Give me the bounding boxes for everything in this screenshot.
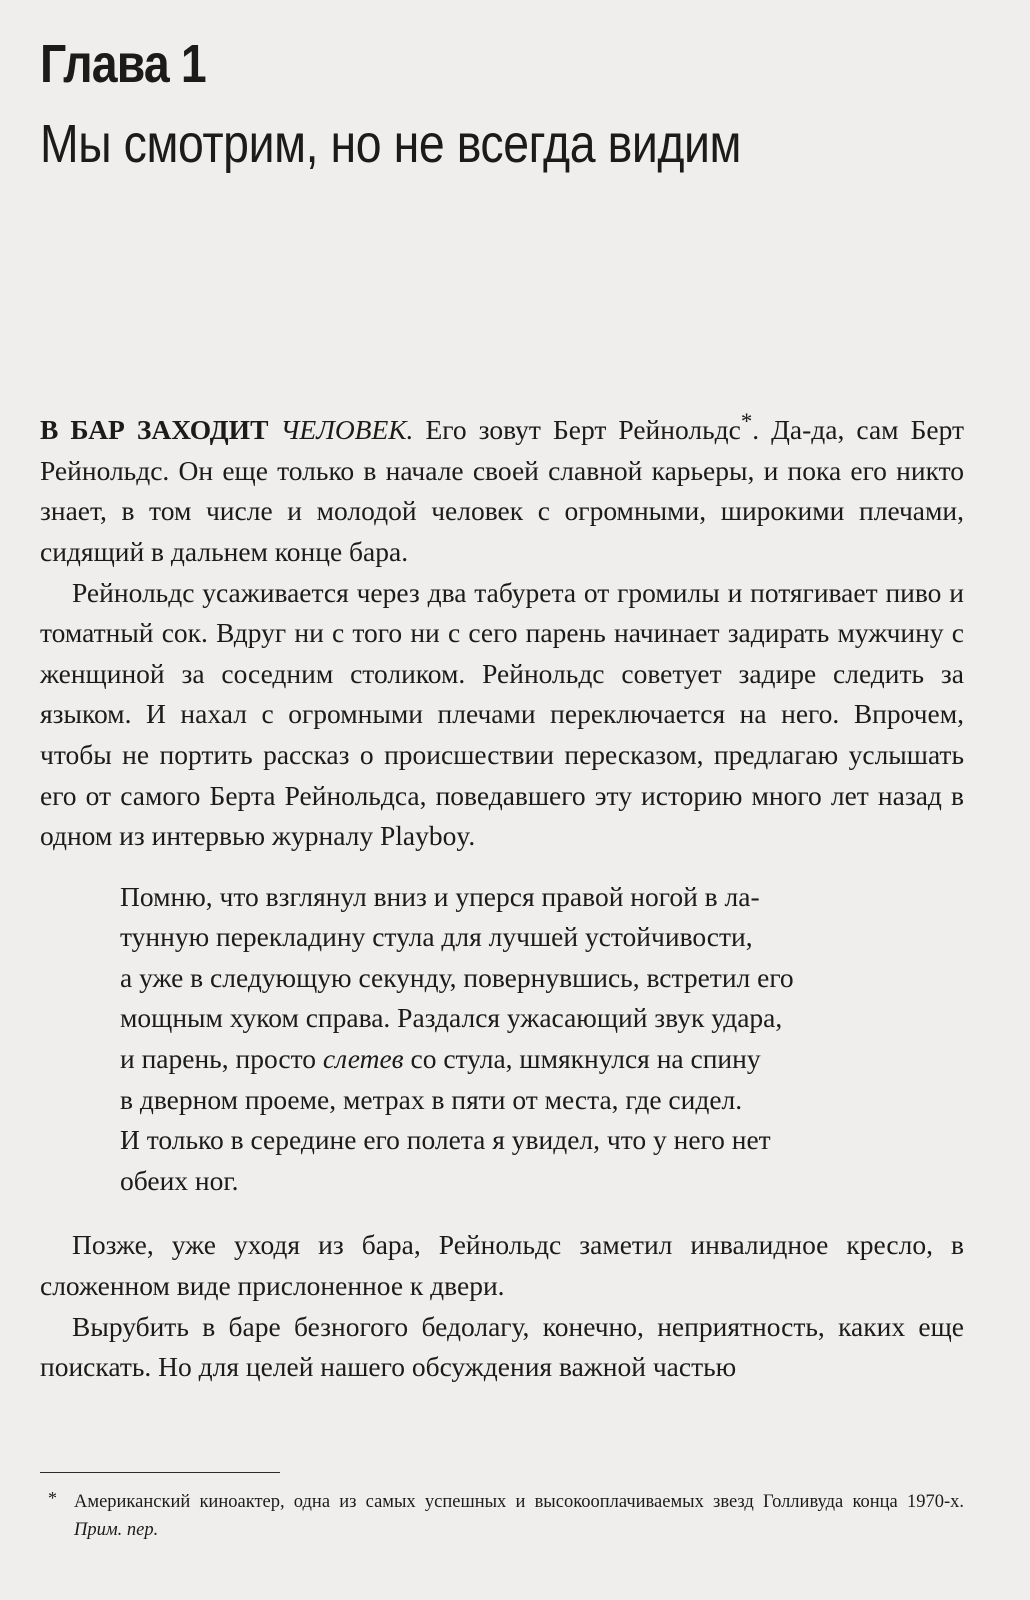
quote-line-8: обеих ног. — [120, 1164, 239, 1196]
quote-line-5-after: со стула, шмякнулся на спину — [403, 1043, 761, 1075]
footnote-divider — [40, 1472, 280, 1473]
footnote-marker: * — [48, 1488, 57, 1508]
body-text — [40, 402, 964, 1388]
lead-in: В БАР ЗАХОДИТ — [40, 414, 269, 446]
quote-line-5-italic: слетев — [322, 1043, 404, 1075]
footnote — [48, 1488, 964, 1544]
lead-in-italic: ЧЕЛОВЕК. — [280, 414, 414, 446]
paragraph-4: Вырубить в баре безногого бедолагу, конечно, неприятность, каких еще поискать. Но для целей нашего обсуждения важной частью — [40, 1310, 964, 1383]
paragraph-1 — [40, 402, 964, 573]
quote-line-3: а уже в следующую секунду, повернувшись, встретил его — [120, 961, 794, 993]
chapter-title: Мы смотрим, но не всегда видим — [40, 114, 742, 174]
quote-line-2: тунную перекладину стула для лучшей устойчивости, — [120, 921, 753, 953]
paragraph-2: Рейнольдс усаживается через два табурета от громилы и потягивает пиво и томатный сок. Вдруг ни с того ни с сего парень начинает задирать мужчину с женщиной за соседним столиком. Рейнольдс советует задире следить за языком. И нахал с огромными плечами переключается на него. Впрочем, чтобы не портить рассказ о происшествии пересказом, предлагаю услышать его от самого Берта Рейнольдса, поведавшего эту историю много лет назад в одном из интервью журналу Playboy. — [40, 576, 964, 852]
chapter-label: Глава 1 — [40, 34, 206, 94]
footnote-text: Американский киноактер, одна из самых успешных и высокооплачиваемых звезд Голливуда конца 1970-х. — [74, 1492, 964, 1512]
quote-line-7: И только в середине его полета я увидел, что у него нет — [120, 1124, 771, 1156]
quote-line-4: мощным хуком справа. Раздался ужасающий звук удара, — [120, 1002, 783, 1034]
paragraph-1-text-after: . Да-да, сам Берт Рейнольдс. Он еще только в начале своей славной карьеры, и пока его никто знает, в том числе и молодой человек с огромными, широкими плечами, сидящий в дальнем конце бара. — [40, 414, 964, 567]
quote-line-1: Помню, что взглянул вниз и уперся правой ногой в ла- — [120, 880, 760, 912]
quote-line-6: в дверном проеме, метрах в пяти от места, где сидел. — [120, 1083, 743, 1115]
paragraph-3: Позже, уже уходя из бара, Рейнольдс заметил инвалидное кресло, в сложенном виде прислоненное к двери. — [40, 1229, 964, 1302]
block-quote — [120, 877, 860, 1202]
quote-line-5-before: и парень, просто — [120, 1043, 323, 1075]
footnote-ref: * — [740, 409, 753, 434]
paragraph-1-text: Его зовут Берт Рейнольдс — [425, 414, 741, 446]
footnote-note: Прим. пер. — [74, 1520, 159, 1540]
